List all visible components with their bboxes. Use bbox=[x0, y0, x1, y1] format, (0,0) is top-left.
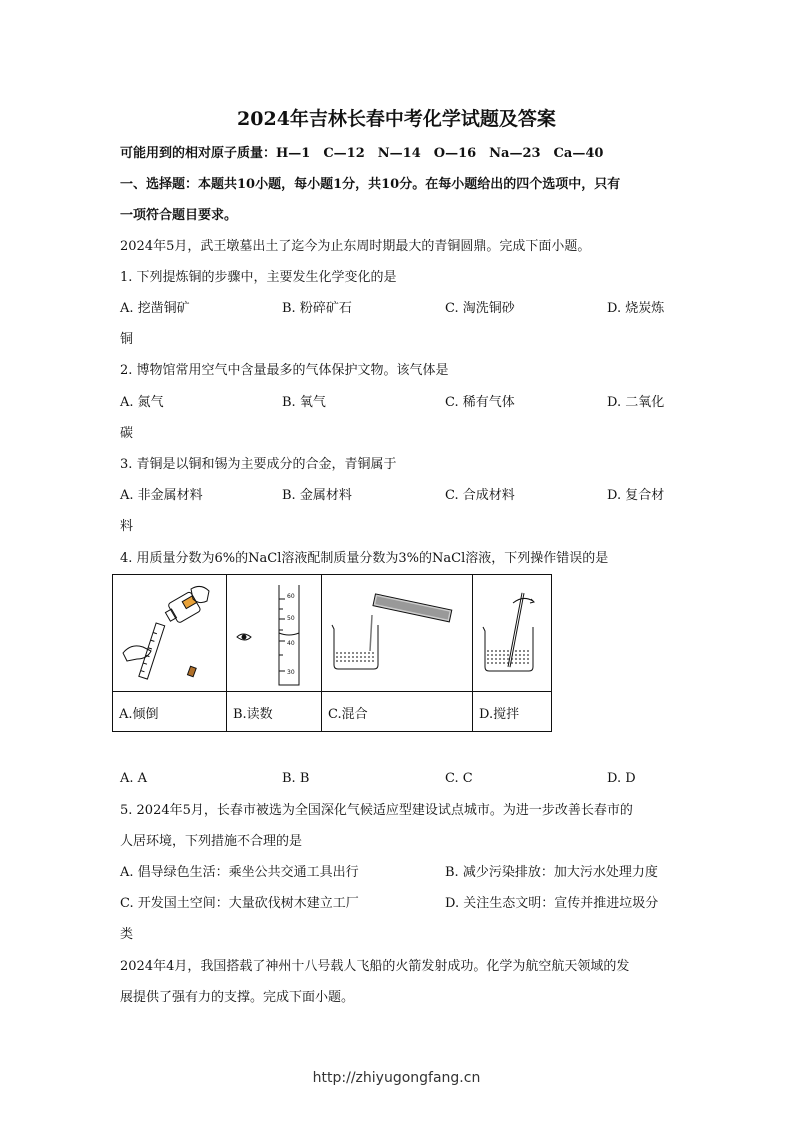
tick-label-50: 50 bbox=[287, 615, 295, 622]
q5-option-d-continued: 类 bbox=[120, 927, 134, 942]
q5-option-c: C. 开发国土空间：大量砍伐树木建立工厂 bbox=[120, 896, 359, 911]
q2-option-b: B. 氧气 bbox=[282, 395, 326, 410]
caption-cell-d bbox=[472, 691, 552, 732]
q2-option-a: A. 氮气 bbox=[120, 395, 164, 410]
q4-option-c: C. C bbox=[445, 771, 473, 786]
caption-d: D.搅拌 bbox=[479, 707, 520, 722]
q4-option-d: D. D bbox=[607, 771, 636, 786]
figure-cell-b bbox=[226, 574, 322, 692]
section-heading-line1: 一、选择题：本题共10小题，每小题1分，共10分。在每小题给出的四个选项中，只有 bbox=[120, 177, 621, 192]
stirring-illustration bbox=[473, 575, 551, 691]
pouring-illustration bbox=[113, 575, 226, 691]
q2-option-c: C. 稀有气体 bbox=[445, 395, 515, 410]
question-5-stem-line1: 5. 2024年5月，长春市被选为全国深化气候适应型建设试点城市。为进一步改善长春市的 bbox=[120, 803, 633, 818]
q5-option-d: D. 关注生态文明：宣传并推进垃圾分 bbox=[445, 896, 659, 911]
footer-url[interactable]: http://zhiyugongfang.cn bbox=[312, 1070, 481, 1086]
q4-option-a: A. A bbox=[120, 771, 148, 786]
tick-label-30: 30 bbox=[287, 669, 295, 676]
caption-a: A.倾倒 bbox=[119, 707, 159, 722]
question-5-stem-line2: 人居环境，下列措施不合理的是 bbox=[120, 834, 303, 849]
q1-option-a: A. 挖凿铜矿 bbox=[120, 301, 190, 316]
q4-option-b: B. B bbox=[282, 771, 310, 786]
tick-label-60: 60 bbox=[287, 593, 295, 600]
intro-paragraph-1: 2024年5月，武王墩墓出土了迄今为止东周时期最大的青铜圆鼎。完成下面小题。 bbox=[120, 239, 591, 254]
page-title: 2024年吉林长春中考化学试题及答案 bbox=[237, 108, 556, 130]
q1-option-c: C. 淘洗铜砂 bbox=[445, 301, 515, 316]
q5-option-a: A. 倡导绿色生活：乘坐公共交通工具出行 bbox=[120, 865, 359, 880]
q1-option-b: B. 粉碎矿石 bbox=[282, 301, 352, 316]
q4-figure-table bbox=[112, 574, 552, 732]
tick-label-40: 40 bbox=[287, 640, 295, 647]
figure-cell-d bbox=[472, 574, 552, 692]
q3-option-c: C. 合成材料 bbox=[445, 488, 515, 503]
figure-cell-c bbox=[321, 574, 473, 692]
q3-option-b: B. 金属材料 bbox=[282, 488, 352, 503]
q1-option-d-continued: 铜 bbox=[120, 332, 134, 347]
caption-c: C.混合 bbox=[328, 707, 368, 722]
question-2-stem: 2. 博物馆常用空气中含量最多的气体保护文物。该气体是 bbox=[120, 363, 449, 378]
question-4-stem: 4. 用质量分数为6%的NaCl溶液配制质量分数为3%的NaCl溶液，下列操作错误的是 bbox=[120, 551, 609, 566]
caption-cell-c bbox=[321, 691, 473, 732]
q3-option-a: A. 非金属材料 bbox=[120, 488, 203, 503]
q3-option-d-continued: 料 bbox=[120, 519, 134, 534]
caption-cell-b bbox=[226, 691, 322, 732]
intro-paragraph-2-line2: 展提供了强有力的支撑。完成下面小题。 bbox=[120, 990, 355, 1005]
caption-cell-a bbox=[112, 691, 227, 732]
q1-option-d: D. 烧炭炼 bbox=[607, 301, 665, 316]
question-3-stem: 3. 青铜是以铜和锡为主要成分的合金，青铜属于 bbox=[120, 457, 397, 472]
intro-paragraph-2-line1: 2024年4月，我国搭载了神州十八号载人飞船的火箭发射成功。化学为航空航天领域的发 bbox=[120, 959, 630, 974]
mixing-illustration bbox=[322, 575, 472, 691]
figure-cell-a bbox=[112, 574, 227, 692]
q2-option-d: D. 二氧化 bbox=[607, 395, 665, 410]
q3-option-d: D. 复合材 bbox=[607, 488, 665, 503]
atomic-masses: 可能用到的相对原子质量：H—1 C—12 N—14 O—16 Na—23 Ca—40 bbox=[120, 146, 604, 161]
q5-option-b: B. 减少污染排放：加大污水处理力度 bbox=[445, 865, 658, 880]
section-heading-line2: 一项符合题目要求。 bbox=[120, 208, 238, 223]
question-1-stem: 1. 下列提炼铜的步骤中，主要发生化学变化的是 bbox=[120, 270, 397, 285]
caption-b: B.读数 bbox=[233, 707, 273, 722]
q2-option-d-continued: 碳 bbox=[120, 426, 134, 441]
reading-illustration bbox=[227, 575, 321, 691]
